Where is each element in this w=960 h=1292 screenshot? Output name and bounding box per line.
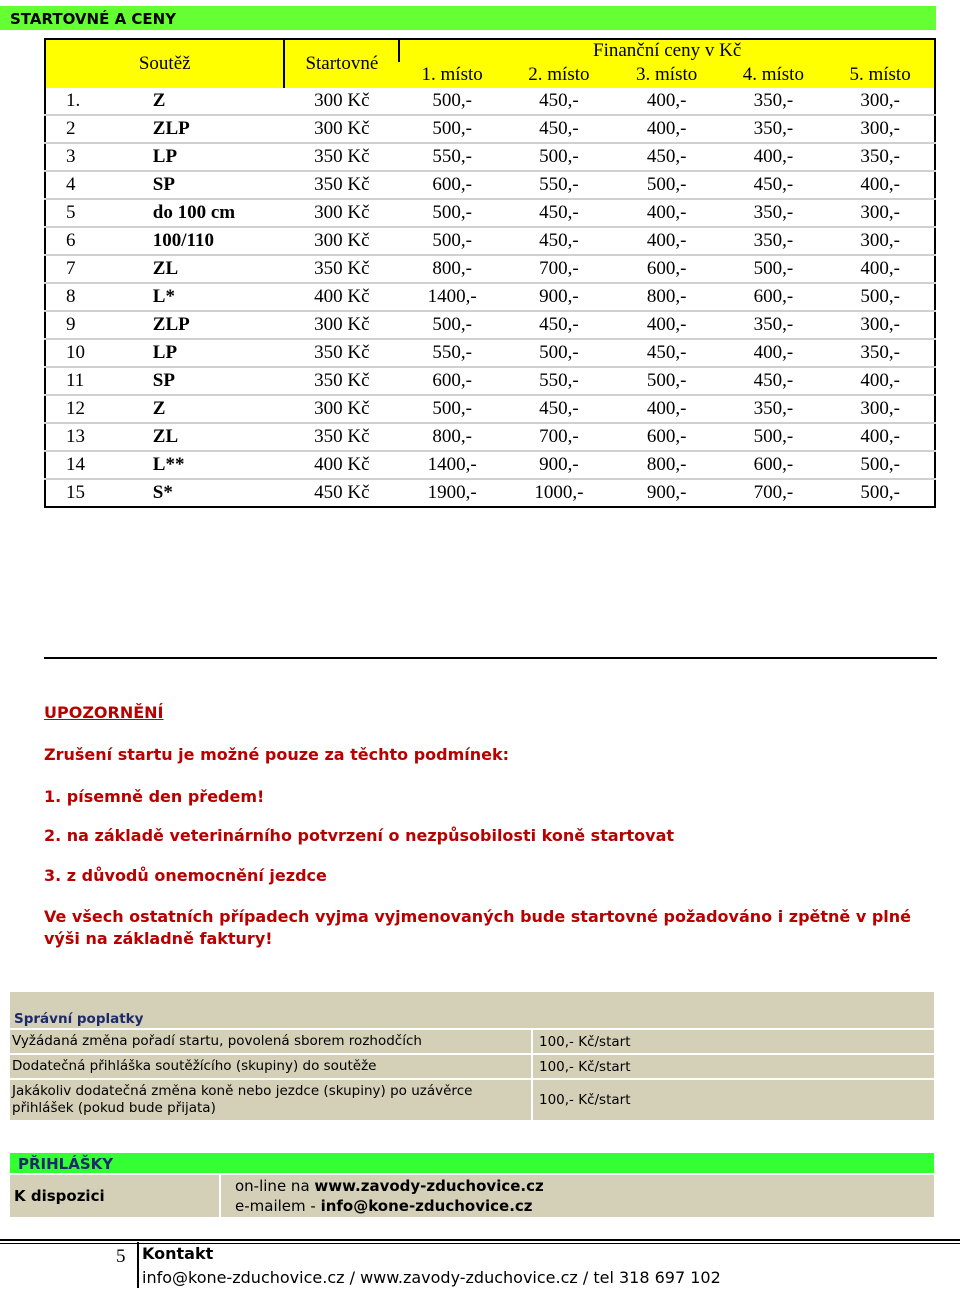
- warning-item-1: 1. písemně den předem!: [44, 787, 265, 806]
- row-prize-3: 400,-: [613, 311, 721, 339]
- row-prize-5: 500,-: [826, 479, 935, 507]
- header-fee-label: Startovné: [305, 53, 379, 74]
- table-row: [45, 395, 935, 423]
- row-prize-1: 1900,-: [399, 479, 505, 507]
- row-prize-4: 350,-: [721, 395, 827, 423]
- email-prefix: e-mailem -: [235, 1197, 321, 1215]
- contact-label: Kontakt: [142, 1244, 214, 1263]
- row-fee: 300 Kč: [284, 88, 399, 115]
- warning-item-2: 2. na základě veterinárního potvrzení o nezpůsobilosti koně startovat: [44, 826, 675, 845]
- row-prize-2: 450,-: [505, 115, 613, 143]
- contact-line: info@kone-zduchovice.cz / www.zavody-zduchovice.cz / tel 318 697 102: [142, 1268, 721, 1287]
- row-prize-1: 550,-: [399, 339, 505, 367]
- row-prize-5: 300,-: [826, 227, 935, 255]
- row-number: 1.: [45, 88, 137, 115]
- row-prize-1: 600,-: [399, 367, 505, 395]
- row-prize-1: 500,-: [399, 311, 505, 339]
- fees-title: [10, 992, 934, 1028]
- applications-info: [221, 1175, 544, 1217]
- row-category: L*: [137, 283, 285, 311]
- row-fee: 400 Kč: [284, 451, 399, 479]
- row-prize-5: 400,-: [826, 255, 935, 283]
- row-prize-3: 400,-: [613, 227, 721, 255]
- fee-row: [10, 1078, 934, 1120]
- row-prize-1: 1400,-: [399, 283, 505, 311]
- fee-value: 100,- Kč/start: [539, 1092, 631, 1108]
- warning-item-3: 3. z důvodů onemocnění jezdce: [44, 866, 327, 885]
- header-place-1: 1. místo: [399, 62, 505, 88]
- fee-label: Jakákoliv dodatečná změna koně nebo jezdce (skupiny) po uzávěrce přihlášek (pokud bude přijata): [10, 1080, 533, 1120]
- row-prize-1: 800,-: [399, 255, 505, 283]
- warning-note: Ve všech ostatních případech vyjma vyjmenovaných bude startovné požadováno i zpětně v plné výši na základně faktury!: [44, 907, 912, 948]
- footer-divider: [137, 1242, 139, 1288]
- price-table: [44, 38, 936, 508]
- row-fee: 350 Kč: [284, 367, 399, 395]
- row-category: SP: [137, 367, 285, 395]
- online-link[interactable]: www.zavody-zduchovice.cz: [314, 1177, 544, 1195]
- row-prize-2: 500,-: [505, 339, 613, 367]
- row-prize-3: 800,-: [613, 283, 721, 311]
- row-prize-3: 600,-: [613, 423, 721, 451]
- row-prize-4: 350,-: [721, 311, 827, 339]
- table-row: [45, 311, 935, 339]
- row-category: ZL: [137, 423, 285, 451]
- table-row: [45, 451, 935, 479]
- table-row: [45, 143, 935, 171]
- row-prize-3: 600,-: [613, 255, 721, 283]
- row-category: do 100 cm: [137, 199, 285, 227]
- row-prize-5: 500,-: [826, 451, 935, 479]
- header-prize-group: [399, 39, 935, 62]
- row-prize-2: 450,-: [505, 88, 613, 115]
- email-link[interactable]: info@kone-zduchovice.cz: [320, 1197, 533, 1215]
- footer-rule: [0, 1239, 960, 1241]
- row-fee: 350 Kč: [284, 339, 399, 367]
- section-header: [0, 6, 936, 30]
- row-fee: 350 Kč: [284, 143, 399, 171]
- row-prize-3: 400,-: [613, 88, 721, 115]
- row-prize-5: 400,-: [826, 423, 935, 451]
- fees-title-text: Správní poplatky: [14, 1011, 144, 1027]
- row-prize-5: 300,-: [826, 199, 935, 227]
- row-prize-1: 800,-: [399, 423, 505, 451]
- table-row: [45, 367, 935, 395]
- fee-label: Dodatečná přihláška soutěžícího (skupiny) do soutěže: [10, 1055, 533, 1078]
- row-prize-4: 350,-: [721, 88, 827, 115]
- row-number: 9: [45, 311, 137, 339]
- row-prize-3: 900,-: [613, 479, 721, 507]
- row-category: ZLP: [137, 311, 285, 339]
- row-prize-3: 500,-: [613, 171, 721, 199]
- row-prize-5: 300,-: [826, 88, 935, 115]
- row-fee: 350 Kč: [284, 171, 399, 199]
- divider: [44, 657, 937, 659]
- header-fee: [284, 39, 399, 88]
- row-prize-2: 450,-: [505, 311, 613, 339]
- row-category: Z: [137, 395, 285, 423]
- row-prize-2: 500,-: [505, 143, 613, 171]
- applications-label: K dispozici: [10, 1175, 221, 1217]
- row-prize-2: 450,-: [505, 227, 613, 255]
- row-prize-4: 350,-: [721, 227, 827, 255]
- row-prize-2: 700,-: [505, 423, 613, 451]
- row-prize-1: 600,-: [399, 171, 505, 199]
- header-place-5: 5. místo: [826, 62, 935, 88]
- applications-header: [10, 1153, 934, 1173]
- row-prize-2: 450,-: [505, 199, 613, 227]
- row-number: 5: [45, 199, 137, 227]
- row-prize-4: 700,-: [721, 479, 827, 507]
- table-row: [45, 115, 935, 143]
- fee-row: [10, 1028, 934, 1053]
- header-place-2: 2. místo: [505, 62, 613, 88]
- table-row: [45, 255, 935, 283]
- table-row: [45, 88, 935, 115]
- fee-label: Vyžádaná změna pořadí startu, povolená sborem rozhodčích: [10, 1030, 533, 1053]
- row-fee: 300 Kč: [284, 227, 399, 255]
- table-row: [45, 171, 935, 199]
- row-fee: 450 Kč: [284, 479, 399, 507]
- row-prize-3: 500,-: [613, 367, 721, 395]
- header-competition: [45, 39, 284, 88]
- row-prize-5: 400,-: [826, 171, 935, 199]
- row-prize-1: 500,-: [399, 395, 505, 423]
- row-prize-2: 900,-: [505, 283, 613, 311]
- fees-panel: [10, 992, 934, 1120]
- applications-title: PŘIHLÁŠKY: [18, 1155, 114, 1173]
- row-number: 3: [45, 143, 137, 171]
- row-fee: 350 Kč: [284, 255, 399, 283]
- row-prize-3: 400,-: [613, 115, 721, 143]
- header-competition-label: Soutěž: [138, 53, 191, 74]
- row-category: L**: [137, 451, 285, 479]
- row-prize-1: 500,-: [399, 199, 505, 227]
- online-prefix: on-line na: [235, 1177, 315, 1195]
- row-number: 2: [45, 115, 137, 143]
- table-row: [45, 283, 935, 311]
- row-prize-3: 450,-: [613, 143, 721, 171]
- warning-title: UPOZORNĚNÍ: [44, 703, 164, 722]
- applications-row: [10, 1173, 934, 1217]
- row-number: 6: [45, 227, 137, 255]
- row-category: ZLP: [137, 115, 285, 143]
- row-prize-4: 400,-: [721, 339, 827, 367]
- row-prize-4: 600,-: [721, 451, 827, 479]
- row-fee: 300 Kč: [284, 115, 399, 143]
- row-category: 100/110: [137, 227, 285, 255]
- row-prize-1: 500,-: [399, 115, 505, 143]
- row-fee: 300 Kč: [284, 311, 399, 339]
- row-prize-4: 400,-: [721, 143, 827, 171]
- row-prize-4: 350,-: [721, 115, 827, 143]
- header-place-4: 4. místo: [721, 62, 827, 88]
- row-category: S*: [137, 479, 285, 507]
- row-prize-4: 500,-: [721, 423, 827, 451]
- row-category: Z: [137, 88, 285, 115]
- row-prize-3: 800,-: [613, 451, 721, 479]
- row-number: 11: [45, 367, 137, 395]
- table-row: [45, 227, 935, 255]
- row-category: LP: [137, 339, 285, 367]
- applications-panel: [10, 1153, 934, 1217]
- row-prize-2: 700,-: [505, 255, 613, 283]
- fee-value: 100,- Kč/start: [539, 1058, 631, 1075]
- section-title: STARTOVNÉ A CENY: [10, 10, 177, 28]
- row-prize-5: 350,-: [826, 143, 935, 171]
- row-fee: 400 Kč: [284, 283, 399, 311]
- table-row: [45, 199, 935, 227]
- row-number: 15: [45, 479, 137, 507]
- row-prize-1: 550,-: [399, 143, 505, 171]
- row-prize-5: 400,-: [826, 367, 935, 395]
- row-prize-5: 300,-: [826, 115, 935, 143]
- row-prize-4: 450,-: [721, 171, 827, 199]
- fee-value: 100,- Kč/start: [539, 1033, 631, 1050]
- row-prize-4: 450,-: [721, 367, 827, 395]
- row-number: 7: [45, 255, 137, 283]
- row-number: 8: [45, 283, 137, 311]
- row-prize-2: 900,-: [505, 451, 613, 479]
- page-number: 5: [116, 1246, 126, 1267]
- row-prize-1: 500,-: [399, 227, 505, 255]
- row-prize-3: 450,-: [613, 339, 721, 367]
- row-prize-2: 550,-: [505, 171, 613, 199]
- row-prize-5: 300,-: [826, 395, 935, 423]
- table-row: [45, 339, 935, 367]
- row-number: 10: [45, 339, 137, 367]
- row-number: 13: [45, 423, 137, 451]
- row-prize-2: 450,-: [505, 395, 613, 423]
- price-table-body: [45, 88, 935, 507]
- row-fee: 300 Kč: [284, 199, 399, 227]
- row-prize-5: 300,-: [826, 311, 935, 339]
- email-line: [235, 1196, 544, 1216]
- header-place-3: 3. místo: [613, 62, 721, 88]
- row-number: 14: [45, 451, 137, 479]
- row-prize-5: 500,-: [826, 283, 935, 311]
- row-prize-2: 1000,-: [505, 479, 613, 507]
- row-prize-4: 350,-: [721, 199, 827, 227]
- table-row: [45, 423, 935, 451]
- row-number: 12: [45, 395, 137, 423]
- row-category: ZL: [137, 255, 285, 283]
- online-line: [235, 1176, 544, 1196]
- fee-row: [10, 1053, 934, 1078]
- table-row: [45, 479, 935, 507]
- row-fee: 350 Kč: [284, 423, 399, 451]
- row-prize-3: 400,-: [613, 199, 721, 227]
- row-prize-1: 500,-: [399, 88, 505, 115]
- row-prize-4: 500,-: [721, 255, 827, 283]
- row-prize-3: 400,-: [613, 395, 721, 423]
- row-fee: 300 Kč: [284, 395, 399, 423]
- row-prize-2: 550,-: [505, 367, 613, 395]
- row-prize-5: 350,-: [826, 339, 935, 367]
- prize-group-label: Finanční ceny v Kč: [593, 40, 742, 61]
- row-category: SP: [137, 171, 285, 199]
- row-number: 4: [45, 171, 137, 199]
- row-prize-4: 600,-: [721, 283, 827, 311]
- warning-intro: Zrušení startu je možné pouze za těchto podmínek:: [44, 745, 510, 764]
- row-prize-1: 1400,-: [399, 451, 505, 479]
- row-category: LP: [137, 143, 285, 171]
